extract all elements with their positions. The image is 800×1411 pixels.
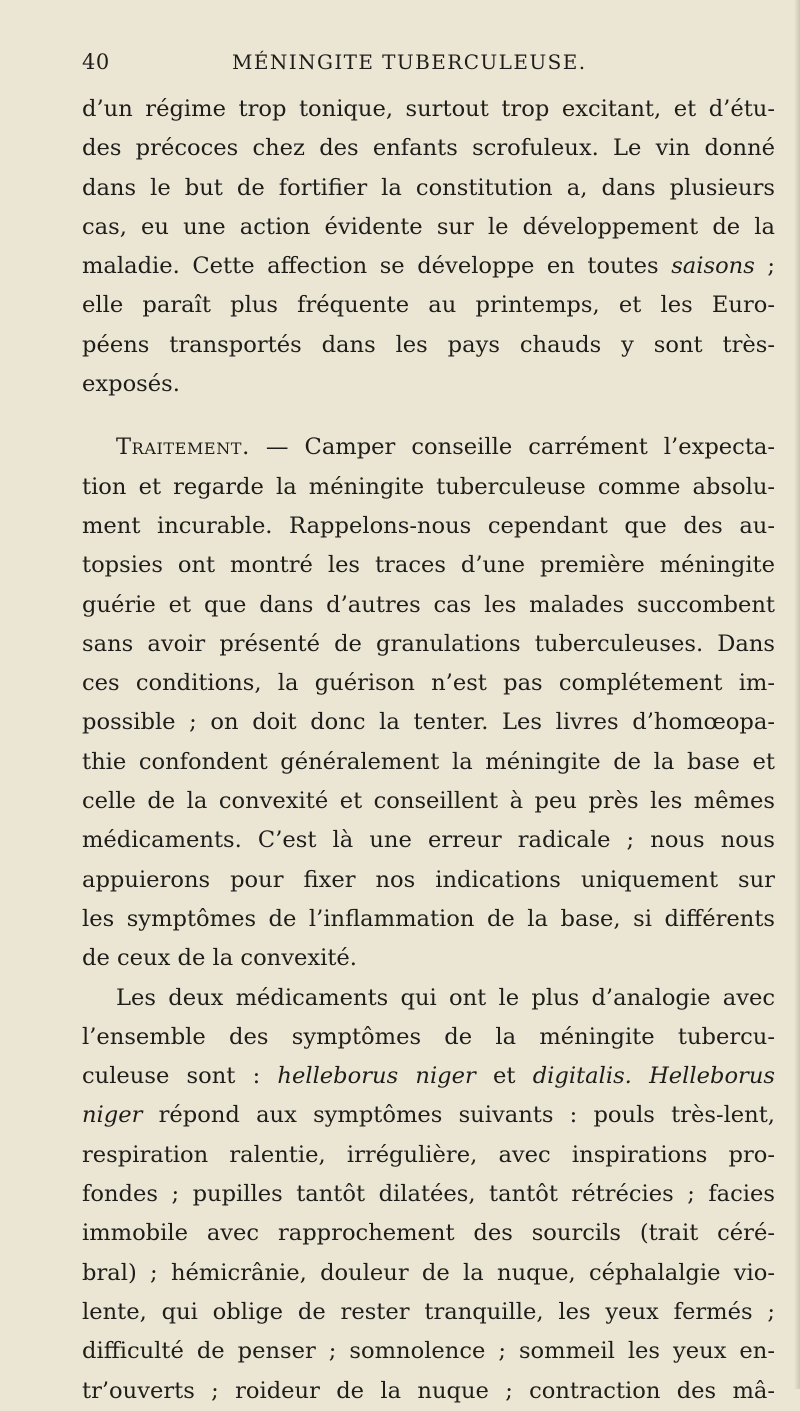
text-line: exposés. (82, 371, 180, 398)
running-title: MÉNINGITE TUBERCULEUSE. (232, 50, 587, 74)
text-line (82, 247, 775, 286)
text-line: guérie et que dans d’autres cas les malades succombent (82, 591, 775, 618)
text-line: tr’ouverts ; roideur de la nuque ; contraction des mâ- (82, 1377, 775, 1404)
text-span: répond aux symptômes suivants : pouls très-lent, (142, 1102, 775, 1129)
text-line: ces conditions, la guérison n’est pas complétement im- (82, 670, 775, 697)
text-line: cas, eu une action évidente sur le développement de la (82, 213, 775, 240)
text-line: celle de la convexité et conseillent à peu près les mêmes (82, 788, 775, 815)
text-line: péens transportés dans les pays chauds y sont très- (82, 331, 775, 358)
text-line (82, 1057, 775, 1096)
body-text (82, 90, 775, 1411)
italic-term-helleborus-niger: helleborus niger (277, 1063, 476, 1090)
text-span: — Camper conseille carrément l’expecta- (249, 434, 775, 461)
text-line: les symptômes de l’inflammation de la base, si différents (82, 905, 775, 932)
text-line: difficulté de penser ; somnolence ; sommeil les yeux en- (82, 1338, 775, 1365)
section-heading-traitement: Traitement. (116, 434, 250, 461)
text-line: l’ensemble des symptômes de la méningite tubercu- (82, 1023, 775, 1050)
text-line: Les deux médicaments qui ont le plus d’analogie avec (116, 984, 775, 1011)
text-span: et (475, 1063, 533, 1090)
text-line: lente, qui oblige de rester tranquille, les yeux fermés ; (82, 1298, 775, 1325)
text-line: médicaments. C’est là une erreur radicale ; nous nous (82, 827, 775, 854)
italic-term-digitalis: digitalis. Helleborus (532, 1063, 775, 1090)
text-span: culeuse sont : (82, 1063, 278, 1090)
text-line: fondes ; pupilles tantôt dilatées, tantôt rétrécies ; facies (82, 1181, 775, 1208)
page-edge-shadow (794, 0, 800, 1389)
text-line (82, 1096, 775, 1135)
text-line: possible ; on doit donc la tenter. Les livres d’homœopa- (82, 709, 775, 736)
text-line: thie confondent généralement la méningite de la base et (82, 748, 775, 775)
text-line: topsies ont montré les traces d’une première méningite (82, 552, 775, 579)
page-number: 40 (82, 50, 110, 74)
text-line: des précoces chez des enfants scrofuleux. Le vin donné (82, 135, 775, 162)
text-line: dans le but de fortifier la constitution a, dans plusieurs (82, 174, 775, 201)
text-line: tion et regarde la méningite tuberculeuse comme absolu- (82, 473, 775, 500)
text-line: appuierons pour fixer nos indications uniquement sur (82, 866, 775, 893)
text-line: sans avoir présenté de granulations tuberculeuses. Dans (82, 630, 775, 657)
text-line (82, 428, 775, 467)
text-span: ; (754, 253, 775, 280)
text-line: de ceux de la convexité. (82, 945, 357, 972)
text-line: d’un régime trop tonique, surtout trop excitant, et d’étu- (82, 96, 775, 122)
italic-term-niger: niger (82, 1102, 143, 1129)
italic-term-saisons: saisons (671, 253, 755, 280)
text-line: elle paraît plus fréquente au printemps, et les Euro- (82, 292, 775, 319)
text-line: respiration ralentie, irrégulière, avec inspirations pro- (82, 1141, 775, 1168)
text-line: immobile avec rapprochement des sourcils (trait céré- (82, 1220, 775, 1247)
text-span: maladie. Cette affection se développe en toutes (82, 253, 672, 280)
page-header (82, 50, 772, 80)
text-line: bral) ; hémicrânie, douleur de la nuque, céphalalgie vio- (82, 1259, 775, 1286)
text-line: ment incurable. Rappelons-nous cependant que des au- (82, 512, 775, 539)
